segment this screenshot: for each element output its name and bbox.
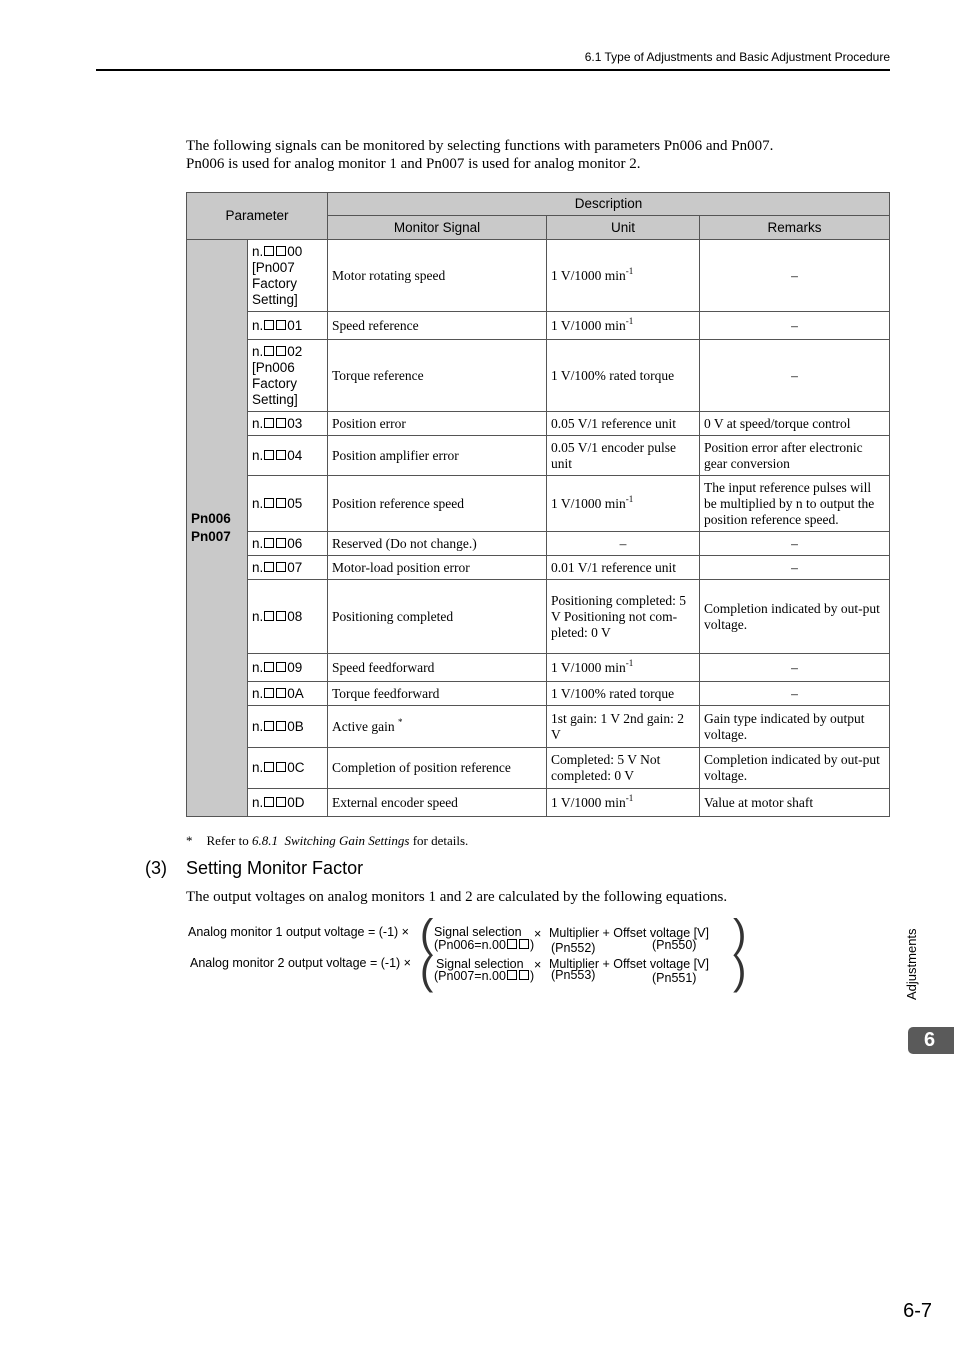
placeholder-box-icon — [276, 721, 286, 731]
table-row — [187, 706, 890, 748]
section-number: (3) — [145, 858, 167, 878]
parameter-group-line-1: Pn006 — [191, 511, 231, 526]
equation-1-close-paren: ) — [733, 912, 747, 956]
parameter-code-cell: n. 08 — [248, 580, 328, 654]
equation-2-rhs: Multiplier + Offset voltage [V] — [549, 957, 709, 971]
table-row — [187, 436, 890, 476]
parameter-code-cell: n. 0A — [248, 682, 328, 706]
remarks-cell: – — [700, 240, 890, 312]
unit-cell: 0.05 V/1 reference unit — [547, 412, 700, 436]
parameter-code-cell: n. 0C — [248, 748, 328, 789]
monitor-signal-table — [186, 192, 890, 817]
equation-1-lhs: Analog monitor 1 output voltage = (-1) × — [188, 925, 409, 939]
equation-2-open-paren: ( — [420, 949, 434, 993]
table-row — [187, 476, 890, 532]
table-row — [187, 240, 890, 312]
monitor-signal-cell: Torque reference — [328, 340, 547, 412]
remarks-cell: – — [700, 312, 890, 340]
placeholder-box-icon — [264, 662, 274, 672]
monitor-signal-cell: Motor-load position error — [328, 556, 547, 580]
remarks-cell: – — [700, 340, 890, 412]
equation-1-open-paren: ( — [420, 912, 434, 956]
placeholder-box-icon — [276, 320, 286, 330]
table-row — [187, 682, 890, 706]
placeholder-box-icon — [264, 762, 274, 772]
header-monitor-signal: Monitor Signal — [328, 216, 547, 240]
side-tab-label[interactable]: Adjustments — [904, 928, 919, 1000]
table-row — [187, 312, 890, 340]
placeholder-box-icon — [507, 939, 517, 949]
running-header: 6.1 Type of Adjustments and Basic Adjustment Procedure — [584, 50, 890, 64]
unit-cell: Positioning completed: 5 V Positioning not com-pleted: 0 V — [547, 580, 700, 654]
placeholder-box-icon — [264, 611, 274, 621]
remarks-cell: Position error after electronic gear conversion — [700, 436, 890, 476]
parameter-group-cell — [187, 240, 248, 817]
equation-2-close-paren: ) — [733, 949, 747, 993]
unit-cell: 1 V/100% rated torque — [547, 682, 700, 706]
footnote-prefix: Refer to — [206, 833, 252, 848]
remarks-cell: – — [700, 654, 890, 682]
header-description: Description — [328, 193, 890, 216]
placeholder-box-icon — [519, 970, 529, 980]
section-heading — [145, 858, 363, 879]
equation-2-lhs: Analog monitor 2 output voltage = (-1) × — [190, 956, 411, 970]
unit-cell: 0.01 V/1 reference unit — [547, 556, 700, 580]
placeholder-box-icon — [519, 939, 529, 949]
monitor-signal-cell: Position reference speed — [328, 476, 547, 532]
parameter-group-line-2: Pn007 — [191, 529, 231, 544]
equation-1-offset-param: (Pn550) — [652, 938, 697, 952]
parameter-code-cell: n. 09 — [248, 654, 328, 682]
footnote-marker: * — [186, 833, 193, 848]
monitor-signal-cell: Active gain * — [328, 706, 547, 748]
placeholder-box-icon — [264, 688, 274, 698]
factory-setting-note: [Pn007 Factory Setting] — [252, 259, 298, 307]
placeholder-box-icon — [276, 562, 286, 572]
parameter-code-cell: n. 0D — [248, 789, 328, 817]
parameter-code-cell: n. 04 — [248, 436, 328, 476]
unit-cell: 1 V/1000 $\min^{-1}$ — [547, 476, 700, 532]
placeholder-box-icon — [264, 562, 274, 572]
table-row — [187, 789, 890, 817]
monitor-signal-cell: Torque feedforward — [328, 682, 547, 706]
remarks-cell: – — [700, 682, 890, 706]
unit-cell: – — [547, 532, 700, 556]
parameter-code-cell: n. 01 — [248, 312, 328, 340]
parameter-code-cell: n. 06 — [248, 532, 328, 556]
placeholder-box-icon — [264, 418, 274, 428]
remarks-cell: Completion indicated by out-put voltage. — [700, 748, 890, 789]
placeholder-box-icon — [276, 246, 286, 256]
placeholder-box-icon — [276, 538, 286, 548]
placeholder-box-icon — [264, 346, 274, 356]
intro-paragraph — [186, 137, 886, 173]
placeholder-box-icon — [507, 970, 517, 980]
monitor-signal-cell: Completion of position reference — [328, 748, 547, 789]
unit-cell: Completed: 5 V Not completed: 0 V — [547, 748, 700, 789]
intro-line-2: Pn006 is used for analog monitor 1 and Pn007 is used for analog monitor 2. — [186, 156, 641, 172]
table-row — [187, 580, 890, 654]
header-parameter: Parameter — [187, 193, 328, 240]
monitor-signal-cell: Motor rotating speed — [328, 240, 547, 312]
equation-2-signal-param: (Pn007=n.00 ) — [434, 969, 535, 983]
placeholder-box-icon — [264, 450, 274, 460]
table-row — [187, 556, 890, 580]
monitor-signal-cell: Position error — [328, 412, 547, 436]
remarks-cell: Completion indicated by out-put voltage. — [700, 580, 890, 654]
remarks-cell: – — [700, 556, 890, 580]
table-row — [187, 340, 890, 412]
footnote-reference[interactable]: * — [397, 716, 403, 727]
monitor-signal-cell: Reserved (Do not change.) — [328, 532, 547, 556]
monitor-signal-cell: Position amplifier error — [328, 436, 547, 476]
section-title: Setting Monitor Factor — [186, 858, 364, 878]
monitor-signal-cell: External encoder speed — [328, 789, 547, 817]
placeholder-box-icon — [276, 797, 286, 807]
header-rule — [96, 69, 890, 71]
placeholder-box-icon — [276, 611, 286, 621]
page-number: 6-7 — [903, 1300, 932, 1322]
placeholder-box-icon — [276, 450, 286, 460]
remarks-cell: – — [700, 532, 890, 556]
placeholder-box-icon — [276, 662, 286, 672]
equation-1-signal-param: (Pn006=n.00 ) — [434, 938, 535, 952]
unit-cell: 1 V/1000 $\min^{-1}$ — [547, 240, 700, 312]
unit-cell: 1 V/1000 $\min^{-1}$ — [547, 654, 700, 682]
placeholder-box-icon — [264, 246, 274, 256]
parameter-code-cell: n. 07 — [248, 556, 328, 580]
unit-cell: 1 V/1000 $\min^{-1}$ — [547, 312, 700, 340]
placeholder-box-icon — [276, 418, 286, 428]
equation-1-signal-label: Signal selection — [434, 925, 522, 939]
remarks-cell: The input reference pulses will be multiplied by n to output the position reference speed. — [700, 476, 890, 532]
equation-2-multiplier-param: (Pn553) — [551, 968, 596, 982]
equation-2-signal-label: Signal selection — [436, 957, 524, 971]
remarks-cell: Gain type indicated by output voltage. — [700, 706, 890, 748]
parameter-code-cell: n. 05 — [248, 476, 328, 532]
equation-2-times: × — [534, 958, 542, 972]
remarks-cell: 0 V at speed/torque control — [700, 412, 890, 436]
footnote — [186, 833, 468, 849]
equation-1-times: × — [534, 927, 542, 941]
placeholder-box-icon — [276, 688, 286, 698]
factory-setting-note: [Pn006 Factory Setting] — [252, 359, 298, 407]
footnote-suffix: for details. — [409, 833, 469, 848]
table-row — [187, 748, 890, 789]
placeholder-box-icon — [276, 498, 286, 508]
footnote-ref-title[interactable]: Switching Gain Settings — [284, 833, 410, 848]
monitor-signal-cell: Positioning completed — [328, 580, 547, 654]
equation-2-offset-param: (Pn551) — [652, 971, 697, 985]
placeholder-box-icon — [264, 498, 274, 508]
placeholder-box-icon — [276, 346, 286, 356]
monitor-signal-cell: Speed reference — [328, 312, 547, 340]
placeholder-box-icon — [264, 538, 274, 548]
table-row — [187, 532, 890, 556]
parameter-code-cell: n. 02 [Pn006 Factory Setting] — [248, 340, 328, 412]
parameter-code-cell: n. 0B — [248, 706, 328, 748]
unit-cell: 1 V/1000 $\min^{-1}$ — [547, 789, 700, 817]
table-row — [187, 654, 890, 682]
placeholder-box-icon — [276, 762, 286, 772]
monitor-signal-cell: Speed feedforward — [328, 654, 547, 682]
parameter-code-cell: n. 00 [Pn007 Factory Setting] — [248, 240, 328, 312]
placeholder-box-icon — [264, 320, 274, 330]
placeholder-box-icon — [264, 797, 274, 807]
footnote-ref-number[interactable]: 6.8.1 — [251, 833, 278, 848]
equation-1-rhs: Multiplier + Offset voltage [V] — [549, 926, 709, 940]
equation-1-multiplier-param: (Pn552) — [551, 941, 596, 955]
table-row — [187, 412, 890, 436]
header-remarks: Remarks — [700, 216, 890, 240]
header-unit: Unit — [547, 216, 700, 240]
intro-line-1: The following signals can be monitored by selecting functions with parameters Pn006 and Pn007. — [186, 138, 774, 154]
placeholder-box-icon — [264, 721, 274, 731]
unit-cell: 0.05 V/1 encoder pulse unit — [547, 436, 700, 476]
unit-cell: 1 V/100% rated torque — [547, 340, 700, 412]
chapter-tab[interactable]: 6 — [908, 1027, 954, 1054]
unit-cell: 1st gain: 1 V 2nd gain: 2 V — [547, 706, 700, 748]
remarks-cell: Value at motor shaft — [700, 789, 890, 817]
section-body: The output voltages on analog monitors 1 and 2 are calculated by the following equations. — [186, 889, 728, 905]
parameter-code-cell: n. 03 — [248, 412, 328, 436]
